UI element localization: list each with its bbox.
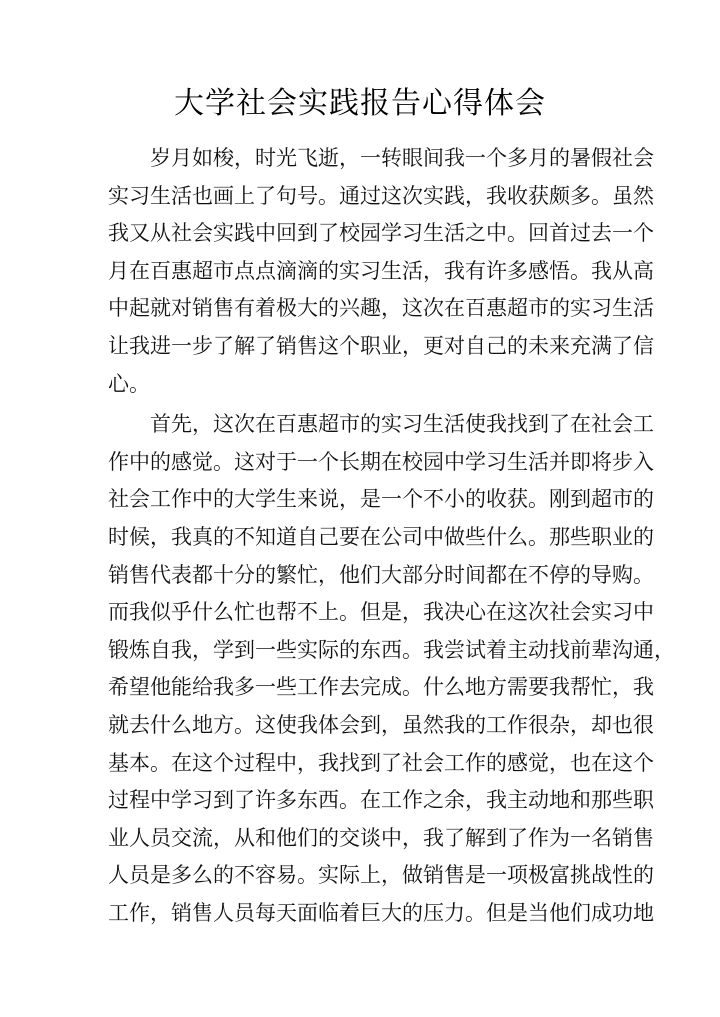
text-line: 心。	[108, 371, 150, 396]
text-line: 过程中学习到了许多东西。在工作之余，我主动地和那些职	[108, 788, 654, 813]
text-line: 就去什么地方。这使我体会到，虽然我的工作很杂，却也很	[108, 712, 654, 737]
text-line: 我又从社会实践中回到了校园学习生活之中。回首过去一个	[108, 221, 654, 246]
text-line: 销售代表都十分的繁忙，他们大部分时间都在不停的导购。	[108, 562, 654, 587]
text-line: 月在百惠超市点点滴滴的实习生活，我有许多感悟。我从高	[108, 258, 654, 283]
text-line: 岁月如梭，时光飞逝，一转眼间我一个多月的暑假社会	[108, 146, 654, 170]
text-line: 时候，我真的不知道自己要在公司中做些什么。那些职业的	[108, 524, 654, 549]
paragraph	[108, 406, 675, 932]
text-line: 中起就对销售有着极大的兴趣，这次在百惠超市的实习生活	[108, 296, 654, 321]
text-line: 人员是多么的不容易。实际上，做销售是一项极富挑战性的	[108, 863, 654, 888]
text-line: 作中的感觉。这对于一个长期在校园中学习生活并即将步入	[108, 449, 654, 474]
text-line: 业人员交流，从和他们的交谈中，我了解到了作为一名销售	[108, 825, 654, 850]
text-line: 工作，销售人员每天面临着巨大的压力。但是当他们成功地	[108, 900, 654, 925]
text-line: 首先，这次在百惠超市的实习生活使我找到了在社会工	[108, 412, 654, 437]
text-line: 实习生活也画上了句号。通过这次实践，我收获颇多。虽然	[108, 183, 654, 208]
paragraph	[108, 140, 654, 403]
document-body	[108, 140, 675, 932]
text-line: 让我进一步了解了销售这个职业，更对自己的未来充满了信	[108, 333, 654, 358]
text-line: 希望他能给我多一些工作去完成。什么地方需要我帮忙，我	[108, 675, 654, 700]
text-line: 而我似乎什么忙也帮不上。但是，我决心在这次社会实习中	[108, 600, 654, 625]
text-line: 锻炼自我，学到一些实际的东西。我尝试着主动找前辈沟通，	[108, 637, 675, 662]
text-line: 基本。在这个过程中，我找到了社会工作的感觉，也在这个	[108, 750, 654, 775]
text-line: 社会工作中的大学生来说，是一个不小的收获。刚到超市的	[108, 487, 654, 512]
document-title: 大学社会实践报告心得体会	[174, 86, 546, 121]
